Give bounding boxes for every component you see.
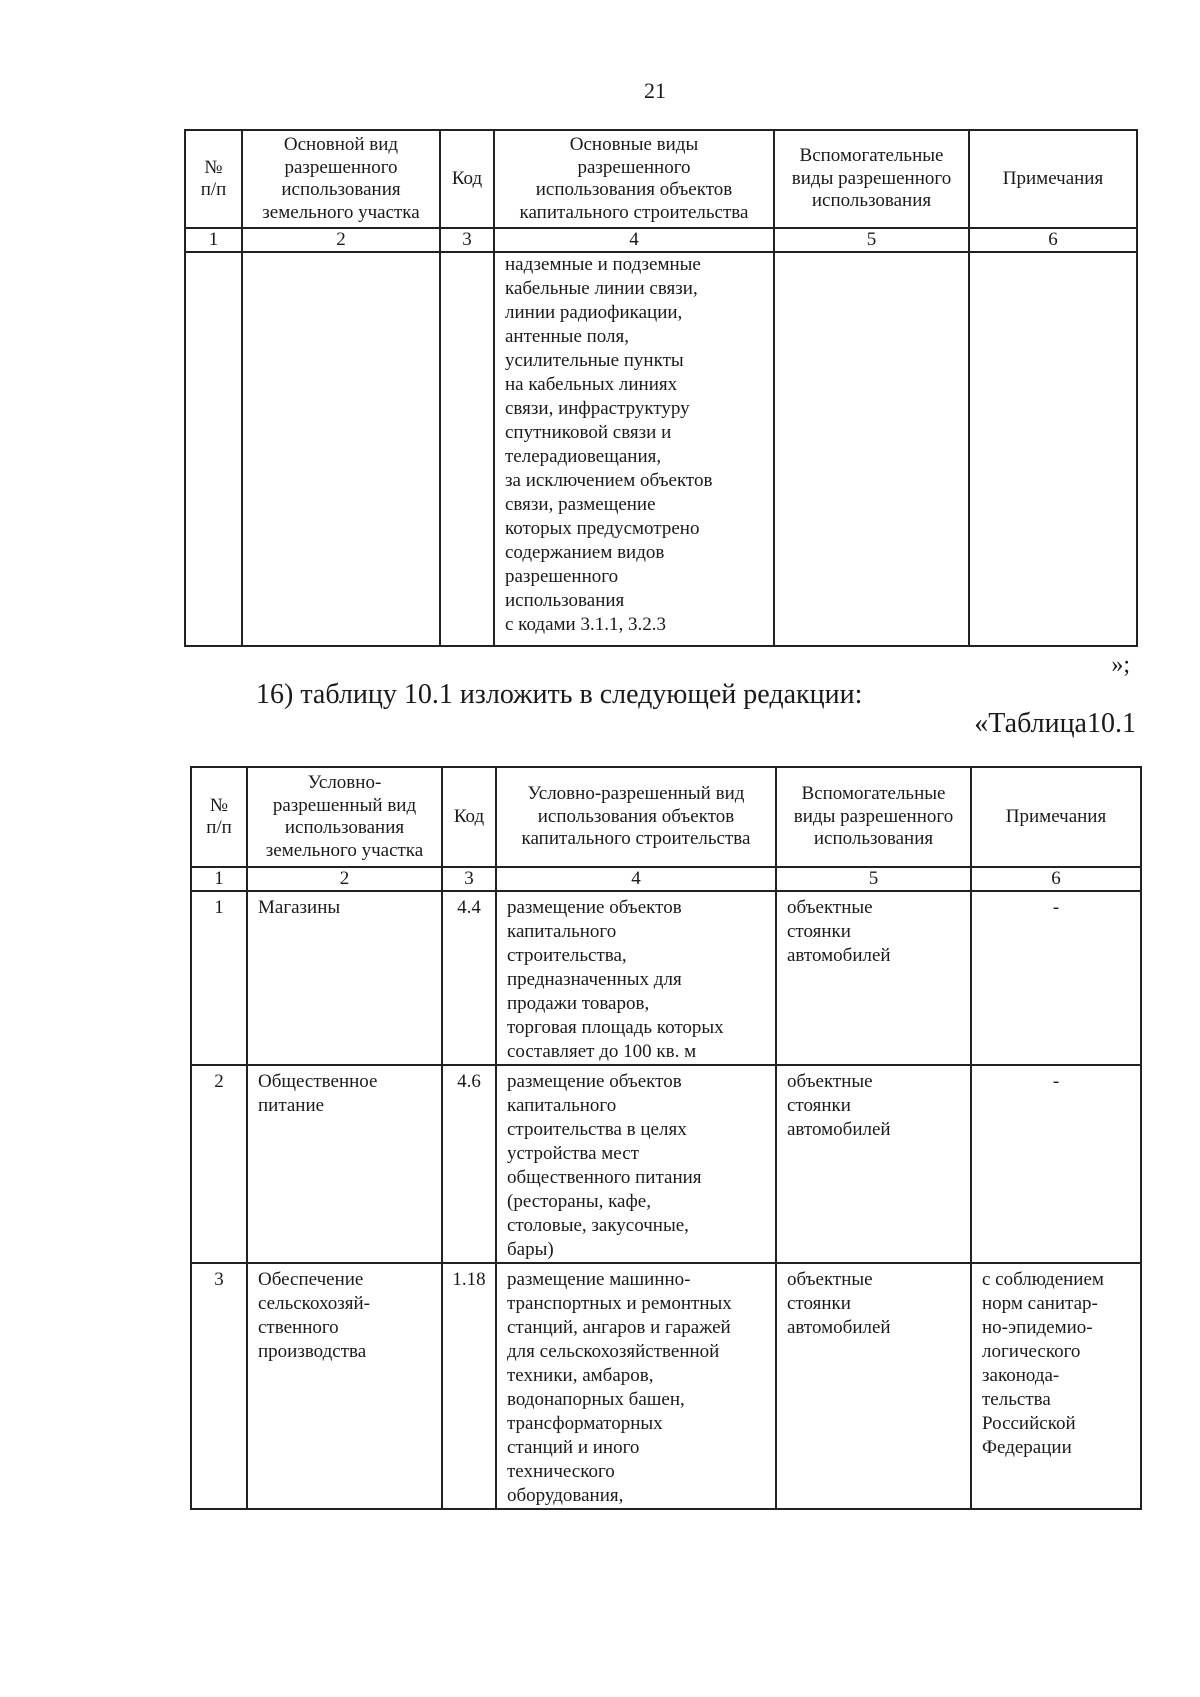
table-row bbox=[191, 1263, 1141, 1509]
table-header-row bbox=[185, 130, 1137, 228]
column-numbers-row bbox=[185, 228, 1137, 252]
land-use-cell: Обеспечение сельскохозяй- ственного производства bbox=[247, 1263, 442, 1509]
table-row bbox=[185, 252, 1137, 646]
land-use-cell: Общественное питание bbox=[247, 1065, 442, 1263]
auxiliary-use-cell: объектные стоянки автомобилей bbox=[776, 891, 971, 1065]
column-number: 2 bbox=[242, 228, 440, 252]
main-use-cell: размещение объектов капитального строительства в целях устройства мест общественного питания (рестораны, кафе, столовые, закусочные, бары) bbox=[496, 1065, 776, 1263]
land-use-cell: Магазины bbox=[247, 891, 442, 1065]
column-numbers-row bbox=[191, 867, 1141, 891]
closing-quote: »; bbox=[1111, 652, 1130, 678]
header-row-number: № п/п bbox=[191, 767, 247, 867]
main-use-cell: размещение объектов капитального строительства, предназначенных для продажи товаров, торговая площадь которых составляет до 100 кв. м bbox=[496, 891, 776, 1065]
page-number: 21 bbox=[644, 78, 666, 103]
column-number: 1 bbox=[185, 228, 242, 252]
header-auxiliary-use: Вспомогательные виды разрешенного использования bbox=[776, 767, 971, 867]
column-number: 4 bbox=[494, 228, 774, 252]
row-number-cell: 3 bbox=[191, 1263, 247, 1509]
column-number: 3 bbox=[440, 228, 494, 252]
header-conditional-capital-use: Условно-разрешенный вид использования объектов капитального строительства bbox=[496, 767, 776, 867]
column-number: 1 bbox=[191, 867, 247, 891]
auxiliary-use-cell bbox=[774, 252, 969, 646]
main-use-cell: надземные и подземные кабельные линии связи, линии радиофикации, антенные поля, усилительные пункты на кабельных линиях связи, инфраструктуру спутниковой связи и телерадиовещания, за исключением объектов связи, размещение которых предусмотрено содержанием видов разрешенного использования с кодами 3.1.1, 3.2.3 bbox=[494, 252, 774, 646]
header-conditional-land-use: Условно- разрешенный вид использования земельного участка bbox=[247, 767, 442, 867]
row-number-cell bbox=[185, 252, 242, 646]
column-number: 6 bbox=[971, 867, 1141, 891]
notes-cell: - bbox=[971, 891, 1141, 1065]
header-code: Код bbox=[440, 130, 494, 228]
row-number-cell: 1 bbox=[191, 891, 247, 1065]
column-number: 2 bbox=[247, 867, 442, 891]
header-main-land-use: Основной вид разрешенного использования земельного участка bbox=[242, 130, 440, 228]
conditional-land-use-table bbox=[190, 766, 1142, 1510]
notes-cell: с соблюдением норм санитар- но-эпидемио- логического законода- тельства Российской Федерации bbox=[971, 1263, 1141, 1509]
header-row-number: № п/п bbox=[185, 130, 242, 228]
table-caption: «Таблица10.1 bbox=[974, 708, 1136, 739]
header-notes: Примечания bbox=[971, 767, 1141, 867]
auxiliary-use-cell: объектные стоянки автомобилей bbox=[776, 1263, 971, 1509]
table-header-row bbox=[191, 767, 1141, 867]
main-use-cell: размещение машинно- транспортных и ремонтных станций, ангаров и гаражей для сельскохозяйственной техники, амбаров, водонапорных башен, трансформаторных станций и иного технического оборудования, bbox=[496, 1263, 776, 1509]
column-number: 5 bbox=[776, 867, 971, 891]
auxiliary-use-cell: объектные стоянки автомобилей bbox=[776, 1065, 971, 1263]
code-cell: 4.4 bbox=[442, 891, 496, 1065]
column-number: 3 bbox=[442, 867, 496, 891]
code-cell: 4.6 bbox=[442, 1065, 496, 1263]
header-code: Код bbox=[442, 767, 496, 867]
header-auxiliary-use: Вспомогательные виды разрешенного использования bbox=[774, 130, 969, 228]
notes-cell: - bbox=[971, 1065, 1141, 1263]
column-number: 4 bbox=[496, 867, 776, 891]
column-number: 5 bbox=[774, 228, 969, 252]
header-notes: Примечания bbox=[969, 130, 1137, 228]
table-row bbox=[191, 1065, 1141, 1263]
land-use-table-continued bbox=[184, 129, 1138, 647]
row-number-cell: 2 bbox=[191, 1065, 247, 1263]
amendment-instruction: 16) таблицу 10.1 изложить в следующей редакции: bbox=[256, 679, 863, 710]
code-cell bbox=[440, 252, 494, 646]
table-row bbox=[191, 891, 1141, 1065]
header-main-capital-use: Основные виды разрешенного использования объектов капитального строительства bbox=[494, 130, 774, 228]
notes-cell bbox=[969, 252, 1137, 646]
column-number: 6 bbox=[969, 228, 1137, 252]
code-cell: 1.18 bbox=[442, 1263, 496, 1509]
land-use-cell bbox=[242, 252, 440, 646]
